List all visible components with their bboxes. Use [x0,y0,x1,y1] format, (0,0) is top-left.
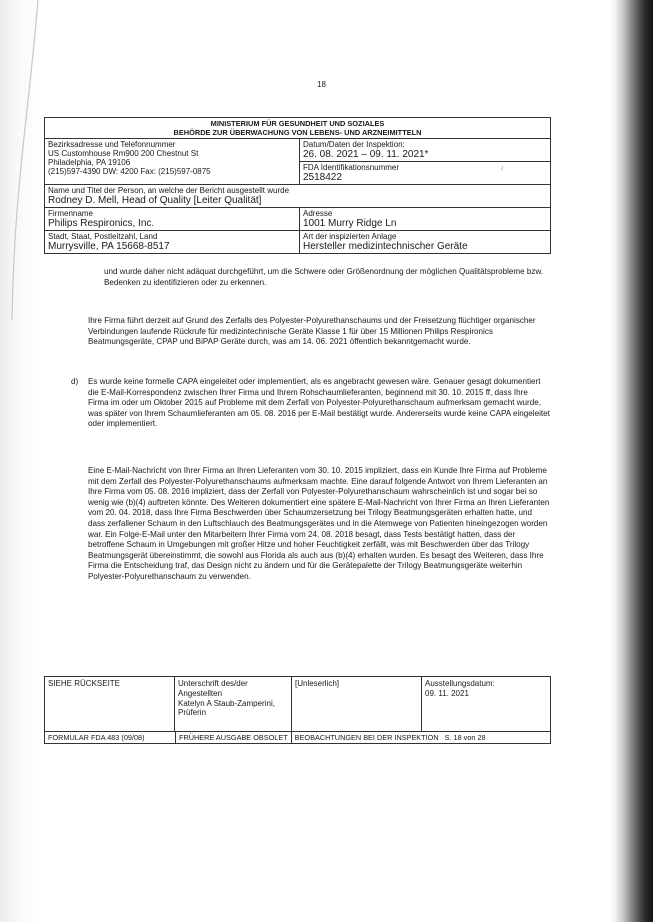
fei-number: FDA Identifikationsnummer 2518422 [303,163,400,183]
scan-mark: ✓ [499,165,507,173]
observations-label: BEOBACHTUNGEN BEI DER INSPEKTION [294,733,439,742]
street-address: Adresse 1001 Murry Ridge Ln [303,209,397,229]
paragraph-email-evidence: Eine E-Mail-Nachricht von Ihrer Firma an Ihren Lieferanten vom 30. 10. 2015 impliziert, dass ein Kunde Ihre Firma auf Probleme mit dem Zerfall des Polyester-Polyurethanschaums aufmerksam machte. Eine darauf folgende Antwort von Ihrem Lieferanten an Ihre Firma vom 05. 08. 2016 impliziert, dass der Zerfall von Polyester-Polyurethanschaum wahrscheinlich ist und sogar bei so wenig wie (b)(4) auftreten könnte. Des Weiteren dokumentiert eine spätere E-Mail-Nachricht von Ihrer Firma an Ihren Lieferanten vom 20. 04. 2018, dass Ihre Firma Beschwerden über Schaumzersetzung bei Trilogy Beatmungsgeräten erhalten hatte, und dass zerfallener Schaum in den Luftschlauch des Beatmungsgerätes und in die Atemwege von Patienten hineingezogen worden war. Ein Folge-E-Mail unter den Mitarbeitern Ihrer Firma vom 24. 08. 2018 besagt, dass Tests bestätigt hatten, dass der betroffene Schaum in Umgebungen mit großer Hitze und hoher Feuchtigkeit zerfällt, was mit Beschwerden über das Trilogy Beatmungsgerät übereinstimmt, die sowohl aus Florida als auch aus (b)(4) erhalten wurden. Es besagt des Weiteren, dass Ihre Firma die Entscheidung traf, das Design nicht zu ändern und für die Gerätepalette der Trilogy Beatmungsgeräte weiterhin Polyester-Polyurethanschaum zu verwenden. [88,466,550,581]
employee-signature: Unterschrift des/der Angestellten Katelyn A Staub-Zamperini, Prüferin [175,677,292,731]
scan-shadow-right [609,0,653,922]
paragraph-recall: Ihre Firma führt derzeit auf Grund des Zerfalls des Polyester-Polyurethanschaums und der Freisetzung flüchtiger organischer Verbindungen laufende Rückrufe für medizintechnische Geräte Klasse 1 für über 15 Millionen Philips Respironics Beatmungsgeräte, CPAP und BiPAP Geräte durch, was am 14. 06. 2021 öffentlich bekanntgemacht wurde. [88,316,536,347]
page-of: S. 18 von 28 [444,733,486,742]
recipient: Name und Titel der Person, an welche der Bericht ausgestellt wurde Rodney D. Mell, Head of Quality [Leiter Qualität] [48,186,290,206]
paragraph-continuation: und wurde daher nicht adäquat durchgeführt, um die Schwere oder Größenordnung der möglichen Qualitätsprobleme bzw. Bedenken zu identifizieren oder zu erkennen. [104,267,544,287]
establishment-type: Art der inspizierten Anlage Hersteller medizintechnischer Geräte [303,232,468,252]
agency-title: MINISTERIUM FÜR GESUNDHEIT UND SOZIALES BEHÖRDE ZUR ÜBERWACHUNG VON LEBENS- UND ARZNEIMITTELN [45,118,550,139]
firm-name: Firmenname Philips Respironics, Inc. [45,208,300,230]
see-reverse: SIEHE RÜCKSEITE [45,677,175,731]
form-number: FORMULAR FDA 483 (09/08) [45,732,176,743]
form-footer [44,732,551,744]
previous-edition: FRÜHERE AUSGABE OBSOLET [176,732,292,743]
paragraph-observation-d: d) Es wurde keine formelle CAPA eingeleitet oder implementiert, als es angebracht gewesen wäre. Genauer gesagt dokumentiert die E-Mail-Korrespondenz zwischen Ihrer Firma und Ihrem Rohschaumlieferanten, beginnend mit 30. 10. 2015 ff, dass Ihre Firma im oder um Oktober 2015 auf Probleme mit dem Zerfall von Polyester-Polyurethanschaum aufmerksam gemacht wurde, was später von Ihrem Schaumlieferanten am 05. 08. 2016 per E-Mail bestätigt wurde. Andererseits wurde keine CAPA eingeleitet oder implementiert. [71,377,550,429]
district-address: Bezirksadresse und Telefonnummer US Customhouse Rm900 200 Chestnut St Philadelphia, PA 19106 (215)597-4390 DW: 4200 Fax: (215)597-0875 [45,139,300,184]
city-state-zip: Stadt, Staat, Postleitzahl, Land Murrysville, PA 15668-8517 [45,231,300,253]
issue-date: Ausstellungsdatum: 09. 11. 2021 [425,679,495,698]
observation-label: d) [71,377,79,386]
page-number: 18 [317,80,326,89]
illegible-signature: [Unleserlich] [292,677,422,731]
inspection-dates: Datum/Daten der Inspektion: 26. 08. 2021 – 09. 11. 2021* [300,139,550,162]
header-form [44,117,551,254]
signature-block [44,676,551,732]
